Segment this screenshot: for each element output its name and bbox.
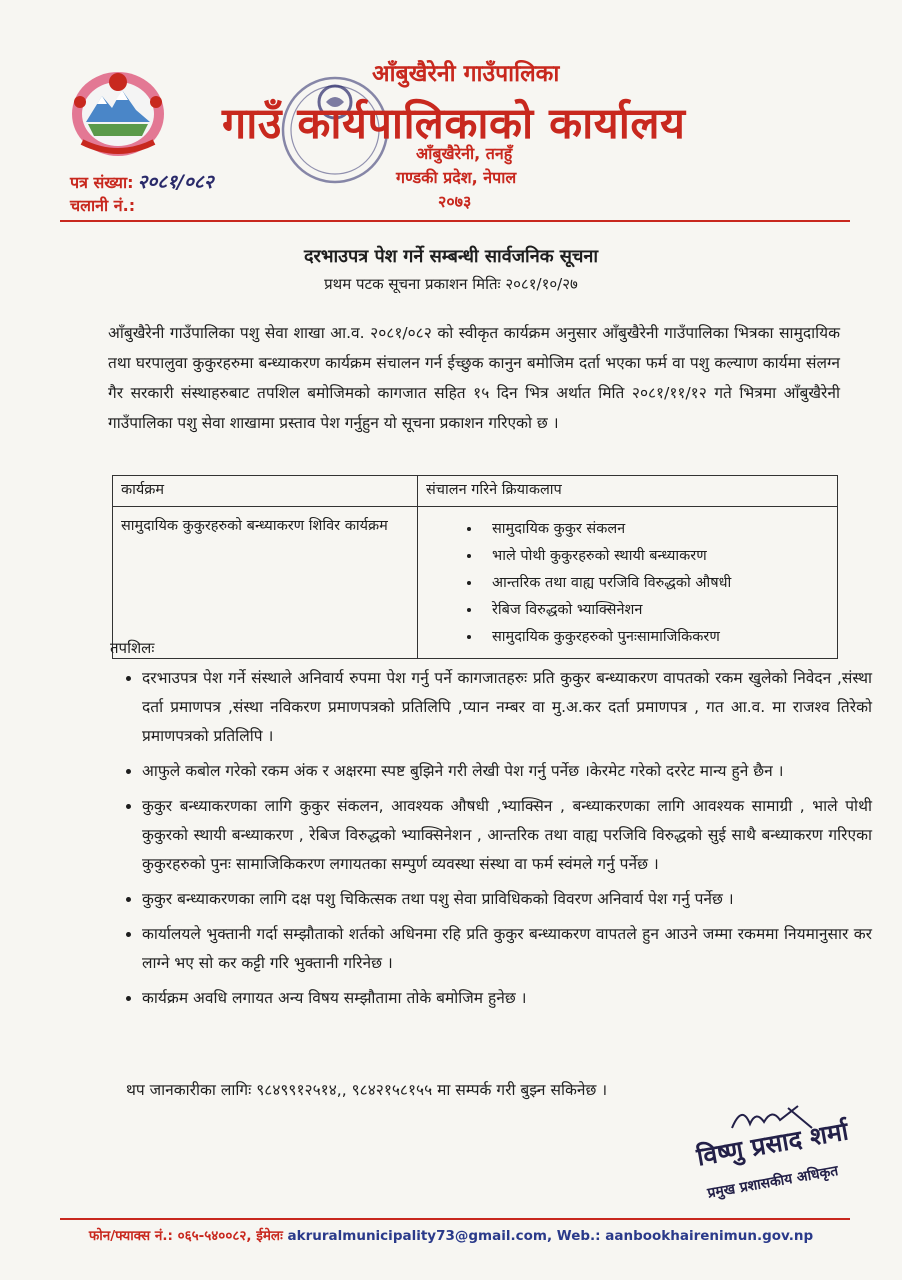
signatory-name: विष्णु प्रसाद शर्मा [694,1116,851,1172]
contact-info: थप जानकारीका लागिः ९८४९९१२५१४,, ९८४२१५८१५५ मा सम्पर्क गरी बुझ्न सकिनेछ । [126,1081,608,1099]
signatory-title: प्रमुख प्रशासकीय अधिकृत [706,1162,840,1202]
publication-date: प्रथम पटक सूचना प्रकाशन मितिः २०८१/१०/२७ [324,275,578,293]
footer-email-label: ईमेलः [256,1228,283,1244]
detail-item: • कुकुर बन्ध्याकरणका लागि कुकुर संकलन, आवश्यक औषधी ,भ्याक्सिन , बन्ध्याकरणका लागि आवश्यक सामाग्री , भाले पोथी कुकुरको स्थायी बन्ध्याकरण , रेबिज विरुद्धको भ्याक्सिनेशन , आन्तरिक तथा वाह्य परजिवि विरुद्धको सुई साथै बन्ध्याकरण गरिएका कुकुरहरुको पुनः सामाजिकिकरण लगायतका सम्पुर्ण व्यवस्था संस्था वा फर्म स्वंमले गर्नु पर्नेछ । [142,792,872,879]
notice-intro-paragraph: आँबुखैरेनी गाउँपालिका पशु सेवा शाखा आ.व. २०८१/०८२ को स्वीकृत कार्यक्रम अनुसार आँबुखैरेनी गाउँपालिका भित्रका सामुदायिक तथा घरपालुवा कुकुरहरुमा बन्ध्याकरण कार्यक्रम संचालन गर्न ईच्छुक कानुन बमोजिम दर्ता भएका फर्म वा पशु कल्याण कार्यमा संलग्न गैर सरकारी संस्थाहरुबाट तपशिल बमोजिमको कागजात सहित १५ दिन भित्र अर्थात मिति २०८१/११/१२ गते भित्रमा आँबुखैरेनी गाउँपालिका पशु सेवा शाखामा प्रस्ताव पेश गर्नुहुन यो सूचना प्रकाशन गरिएको छ । [108,324,840,432]
notice-title: दरभाउपत्र पेश गर्ने सम्बन्धी सार्वजनिक सूचना [303,246,599,267]
activity-item: • सामुदायिक कुकुरहरुको पुनःसामाजिकिकरण [482,624,829,651]
office-address: आँबुखैरेनी, तनहुँ [416,144,513,163]
detail-item: • कार्यालयले भुक्तानी गर्दा सम्झौताको शर्तको अधिनमा रहि प्रति कुकुर बन्ध्याकरण वापतले हुन आउने जम्मा रकममा नियमानुसार कर लाग्ने भए सो कर कट्टी गरि भुक्तानी गरिनेछ । [142,920,872,978]
office-name: गाउँ कार्यपालिकाको कार्यालय [222,99,686,149]
program-table [112,475,838,659]
detail-item: • दरभाउपत्र पेश गर्ने संस्थाले अनिवार्य रुपमा पेश गर्नु पर्ने कागजातहरुः प्रति कुकुर बन्ध्याकरण वापतको रकम खुलेको निवेदन ,संस्था दर्ता प्रमाणपत्र ,संस्था नविकरण प्रमाणपत्रको प्रतिलिपि ,प्यान नम्बर वा मु.अ.कर दर्ता प्रमाणपत्र , गत आ.व. मा राजश्व तिरेको प्रमाणपत्रको प्रतिलिपि । [142,664,872,751]
program-name-cell: सामुदायिक कुकुरहरुको बन्ध्याकरण शिविर कार्यक्रम [113,507,418,659]
reference-number-value: २०८१/०८२ [137,171,214,193]
footer-phone: ०६५-५४००८२, [177,1228,252,1244]
office-province: गण्डकी प्रदेश, नेपाल [396,168,517,187]
footer-divider [60,1218,850,1220]
program-table-header-row [113,476,838,507]
details-list [112,664,872,1019]
footer-email: akruralmunicipality73@gmail.com, [287,1228,553,1244]
municipality-name: आँबुखैरेनी गाउँपालिका [372,61,560,87]
program-column-header: कार्यक्रम [113,476,418,507]
footer-contact [0,1226,902,1244]
details-label: तपशिलः [110,639,155,657]
established-year: २०७३ [438,192,472,211]
dispatch-number-label: चलानी नं.: [70,196,136,215]
footer-phone-label: फोन/फ्याक्स नं.: [88,1228,173,1244]
activity-item: • आन्तरिक तथा वाह्य परजिवि विरुद्धको औषधी [482,570,829,597]
detail-item: • कुकुर बन्ध्याकरणका लागि दक्ष पशु चिकित्सक तथा पशु सेवा प्राविधिकको विवरण अनिवार्य पेश गर्नु पर्नेछ । [142,885,872,914]
reference-number-line [70,168,214,194]
program-table-row [113,507,838,659]
detail-item: • आफुले कबोल गरेको रकम अंक र अक्षरमा स्पष्ट बुझिने गरी लेखी पेश गर्नु पर्नेछ ।केरमेट गरेको दररेट मान्य हुने छैन । [142,757,872,786]
dispatch-number-line [70,194,135,216]
letterhead-divider [60,220,850,222]
activity-item: • भाले पोथी कुकुरहरुको स्थायी बन्ध्याकरण [482,543,829,570]
footer-web-label: Web.: [556,1228,601,1244]
activity-item: • सामुदायिक कुकुर संकलन [482,516,829,543]
activities-cell [418,507,838,659]
activities-list [426,510,829,655]
activities-column-header: संचालन गरिने क्रियाकलाप [418,476,838,507]
activity-item: • रेबिज विरुद्धको भ्याक्सिनेशन [482,597,829,624]
footer-website: aanbookhairenimun.gov.np [605,1228,814,1244]
nepal-emblem-icon [62,62,174,162]
detail-item: • कार्यक्रम अवधि लगायत अन्य विषय सम्झौतामा तोके बमोजिम हुनेछ । [142,984,872,1013]
reference-number-label: पत्र संख्या: [70,173,134,192]
